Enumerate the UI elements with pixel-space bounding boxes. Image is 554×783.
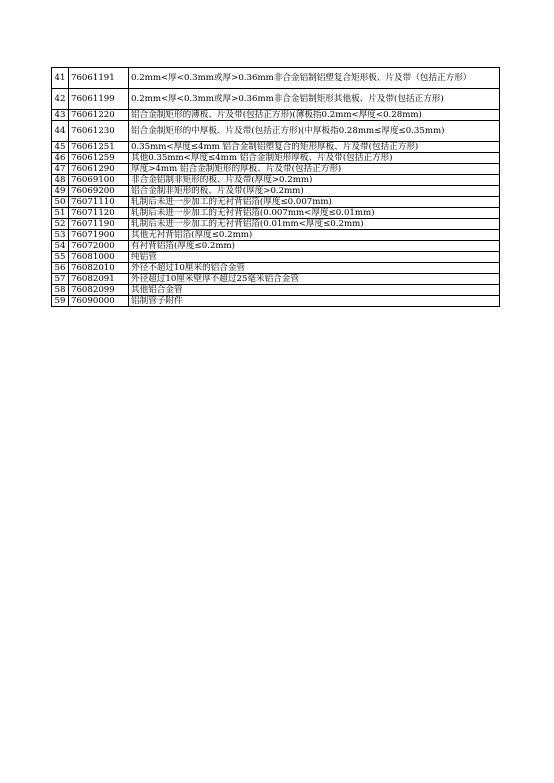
- table-row: [52, 164, 500, 175]
- hs-code-cell: 76071110: [69, 197, 129, 208]
- table-row: [52, 110, 500, 121]
- table-row: [52, 89, 500, 110]
- row-number: 58: [52, 285, 69, 296]
- hs-code-cell: 76069200: [69, 186, 129, 197]
- description-cell: 轧制后未进一步加工的无衬背铝箔(0.007mm<厚度≤0.01mm): [129, 208, 500, 219]
- table-row: [52, 68, 500, 89]
- table-row: [52, 208, 500, 219]
- description-cell: 0.2mm<厚<0.3mm或厚>0.36mm非合金铝制铝塑复合矩形板、片及带（包括正方形）: [129, 68, 500, 89]
- row-number: 59: [52, 296, 69, 307]
- description-cell: 0.35mm<厚度≤4mm 铝合金制铝塑复合的矩形厚板、片及带(包括正方形): [129, 142, 500, 153]
- row-number: 55: [52, 252, 69, 263]
- row-number: 45: [52, 142, 69, 153]
- row-number: 51: [52, 208, 69, 219]
- table-row: [52, 274, 500, 285]
- hs-code-cell: 76071120: [69, 208, 129, 219]
- hs-code-cell: 76082010: [69, 263, 129, 274]
- row-number: 54: [52, 241, 69, 252]
- table-row: [52, 285, 500, 296]
- row-number: 57: [52, 274, 69, 285]
- row-number: 50: [52, 197, 69, 208]
- row-number: 44: [52, 121, 69, 142]
- hs-code-cell: 76061191: [69, 68, 129, 89]
- table-row: [52, 197, 500, 208]
- hs-code-cell: 76081000: [69, 252, 129, 263]
- table-row: [52, 175, 500, 186]
- row-number: 49: [52, 186, 69, 197]
- table-row: [52, 121, 500, 142]
- hs-code-cell: 76061230: [69, 121, 129, 142]
- description-cell: 非合金铝制非矩形的板、片及带(厚度>0.2mm): [129, 175, 500, 186]
- table-row: [52, 230, 500, 241]
- table-row: [52, 142, 500, 153]
- description-cell: 外径不超过10厘米的铝合金管: [129, 263, 500, 274]
- table-row: [52, 296, 500, 307]
- table-row: [52, 219, 500, 230]
- hs-code-cell: 76069100: [69, 175, 129, 186]
- table-row: [52, 153, 500, 164]
- table-row: [52, 186, 500, 197]
- description-cell: 0.2mm<厚<0.3mm或厚>0.36mm非合金铝制矩形其他板、片及带(包括正方形): [129, 89, 500, 110]
- table-row: [52, 263, 500, 274]
- hs-code-cell: 76082099: [69, 285, 129, 296]
- row-number: 42: [52, 89, 69, 110]
- description-cell: 其他铝合金管: [129, 285, 500, 296]
- row-number: 56: [52, 263, 69, 274]
- table-row: [52, 241, 500, 252]
- hs-code-cell: 76071900: [69, 230, 129, 241]
- row-number: 52: [52, 219, 69, 230]
- row-number: 47: [52, 164, 69, 175]
- description-cell: 轧制后未进一步加工的无衬背铝箔(0.01mm<厚度≤0.2mm): [129, 219, 500, 230]
- hs-code-cell: 76072000: [69, 241, 129, 252]
- row-number: 43: [52, 110, 69, 121]
- description-cell: 有衬背铝箔(厚度≤0.2mm): [129, 241, 500, 252]
- hs-code-cell: 76061220: [69, 110, 129, 121]
- description-cell: 外径超过10厘米壁厚不超过25毫米铝合金管: [129, 274, 500, 285]
- description-cell: 铝制管子附件: [129, 296, 500, 307]
- description-cell: 轧制后未进一步加工的无衬背铝箔(厚度≤0.007mm): [129, 197, 500, 208]
- hs-code-cell: 76082091: [69, 274, 129, 285]
- row-number: 46: [52, 153, 69, 164]
- description-cell: 其他无衬背铝箔(厚度≤0.2mm): [129, 230, 500, 241]
- description-cell: 厚度>4mm 铝合金制矩形的厚板、片及带(包括正方形): [129, 164, 500, 175]
- hs-code-cell: 76090000: [69, 296, 129, 307]
- hs-code-cell: 76061290: [69, 164, 129, 175]
- description-cell: 铝合金制非矩形的板、片及带(厚度>0.2mm): [129, 186, 500, 197]
- hs-code-cell: 76061199: [69, 89, 129, 110]
- row-number: 48: [52, 175, 69, 186]
- row-number: 41: [52, 68, 69, 89]
- description-cell: 铝合金制矩形的薄板、片及带(包括正方形)(薄板指0.2mm<厚度<0.28mm): [129, 110, 500, 121]
- hs-code-cell: 76061259: [69, 153, 129, 164]
- hs-code-cell: 76071190: [69, 219, 129, 230]
- tariff-code-table: [51, 67, 500, 307]
- description-cell: 纯铝管: [129, 252, 500, 263]
- description-cell: 铝合金制矩形的中厚板、片及带(包括正方形)(中厚板指0.28mm≤厚度≤0.35mm): [129, 121, 500, 142]
- hs-code-cell: 76061251: [69, 142, 129, 153]
- row-number: 53: [52, 230, 69, 241]
- description-cell: 其他0.35mm<厚度≤4mm 铝合金制矩形厚板、片及带(包括正方形): [129, 153, 500, 164]
- table-row: [52, 252, 500, 263]
